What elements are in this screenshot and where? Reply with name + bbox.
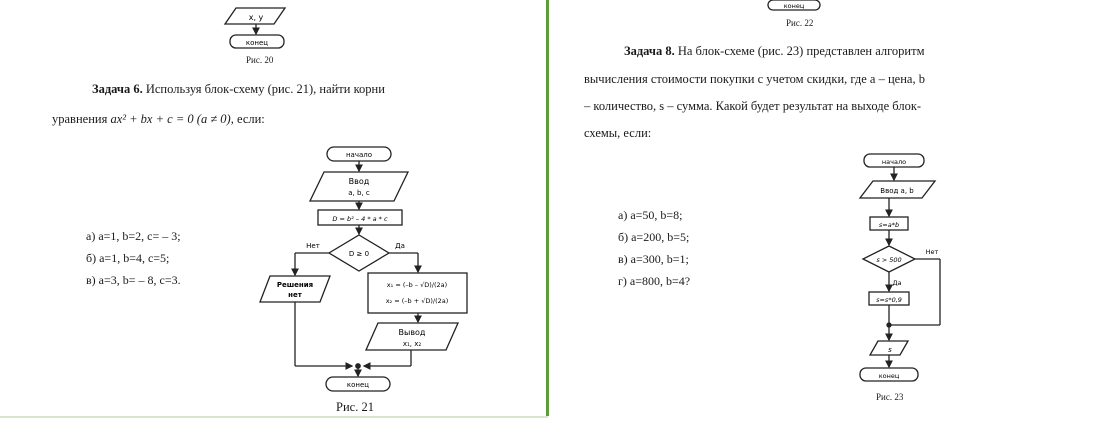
task6-number: Задача 6. xyxy=(92,82,143,96)
fc21-formula-box xyxy=(368,273,467,313)
task6-option-a: а) a=1, b=2, c= – 3; xyxy=(86,229,181,243)
task6-suffix: , если: xyxy=(230,112,265,126)
task6-text-line1: Используя блок-схему (рис. 21), найти корни xyxy=(145,82,385,96)
fc21-formula-2: x₂ = (–b + √D)/(2a) xyxy=(385,297,449,305)
fc23-yes-label: Да xyxy=(892,279,902,287)
task6-equation: ax² + bx + c = 0 (a ≠ 0) xyxy=(110,112,231,126)
task8-line4: схемы, если: xyxy=(584,126,652,140)
fig22-end-label: конец xyxy=(783,2,805,10)
fc21-no-roots-line1: Решения xyxy=(276,281,314,289)
task8-option-a: а) a=50, b=8; xyxy=(618,208,683,222)
task6-options xyxy=(86,225,181,291)
fc21-input-vars: a, b, c xyxy=(348,189,370,197)
fc21-no-roots-line2: нет xyxy=(288,291,302,299)
fc23-end-label: конец xyxy=(878,372,900,380)
left-page-drawings xyxy=(0,0,548,429)
fc21-formula-1: x₁ = (–b – √D)/(2a) xyxy=(386,281,448,289)
fig20-output-label: x, y xyxy=(248,13,264,22)
task6-option-b: б) a=1, b=4, c=5; xyxy=(86,251,170,265)
task8-number: Задача 8. xyxy=(624,44,675,58)
fc21-output-title: Вывод xyxy=(398,328,426,337)
fc21-start-label: начало xyxy=(345,151,373,159)
fc21-end-label: конец xyxy=(346,381,370,389)
fc21-assign-text: D = b² – 4 * a * c xyxy=(332,215,388,223)
fig23-caption: Рис. 23 xyxy=(876,392,904,402)
task8-option-d: г) a=800, b=4? xyxy=(618,274,691,288)
fc23-condition-text: s > 500 xyxy=(876,256,902,264)
task6-line2 xyxy=(52,112,265,127)
task8-line2: вычисления стоимости покупки с учетом скидки, где а – цена, b xyxy=(584,72,925,86)
fc21-output-vars: x₁, x₂ xyxy=(402,340,422,348)
task8-options xyxy=(618,204,690,292)
fc23-assign-text: s=a*b xyxy=(878,221,900,229)
fc21-input-title: Ввод xyxy=(348,177,370,186)
fig20-end-label: конец xyxy=(245,39,269,47)
task8-line1 xyxy=(624,44,924,59)
fc21-condition-text: D ≥ 0 xyxy=(348,250,370,258)
right-page xyxy=(548,0,1100,429)
fc23-start-label: начало xyxy=(881,158,907,166)
fc23-output-text: s xyxy=(888,346,892,354)
left-page xyxy=(0,0,548,429)
fig22-caption: Рис. 22 xyxy=(786,18,814,28)
fc23-no-label: Нет xyxy=(925,248,939,256)
fig20-caption: Рис. 20 xyxy=(246,55,274,65)
task6-line1 xyxy=(92,82,385,97)
fc23-discount-text: s=s*0,9 xyxy=(876,296,902,304)
fig21-caption: Рис. 21 xyxy=(336,400,374,414)
task6-option-c: в) a=3, b= – 8, c=3. xyxy=(86,273,181,287)
task8-option-b: б) a=200, b=5; xyxy=(618,230,690,244)
task6-text-line2: уравнения xyxy=(52,112,108,126)
task8-text-line1: На блок-схеме (рис. 23) представлен алгоритм xyxy=(677,44,925,58)
task8-option-c: в) a=300, b=1; xyxy=(618,252,689,266)
task8-line3: – количество, s – сумма. Какой будет результат на выходе блок- xyxy=(584,99,922,113)
fc21-no-label: Нет xyxy=(306,242,320,250)
fc23-input-label: Ввод a, b xyxy=(880,187,914,195)
fc21-yes-label: Да xyxy=(395,242,405,250)
